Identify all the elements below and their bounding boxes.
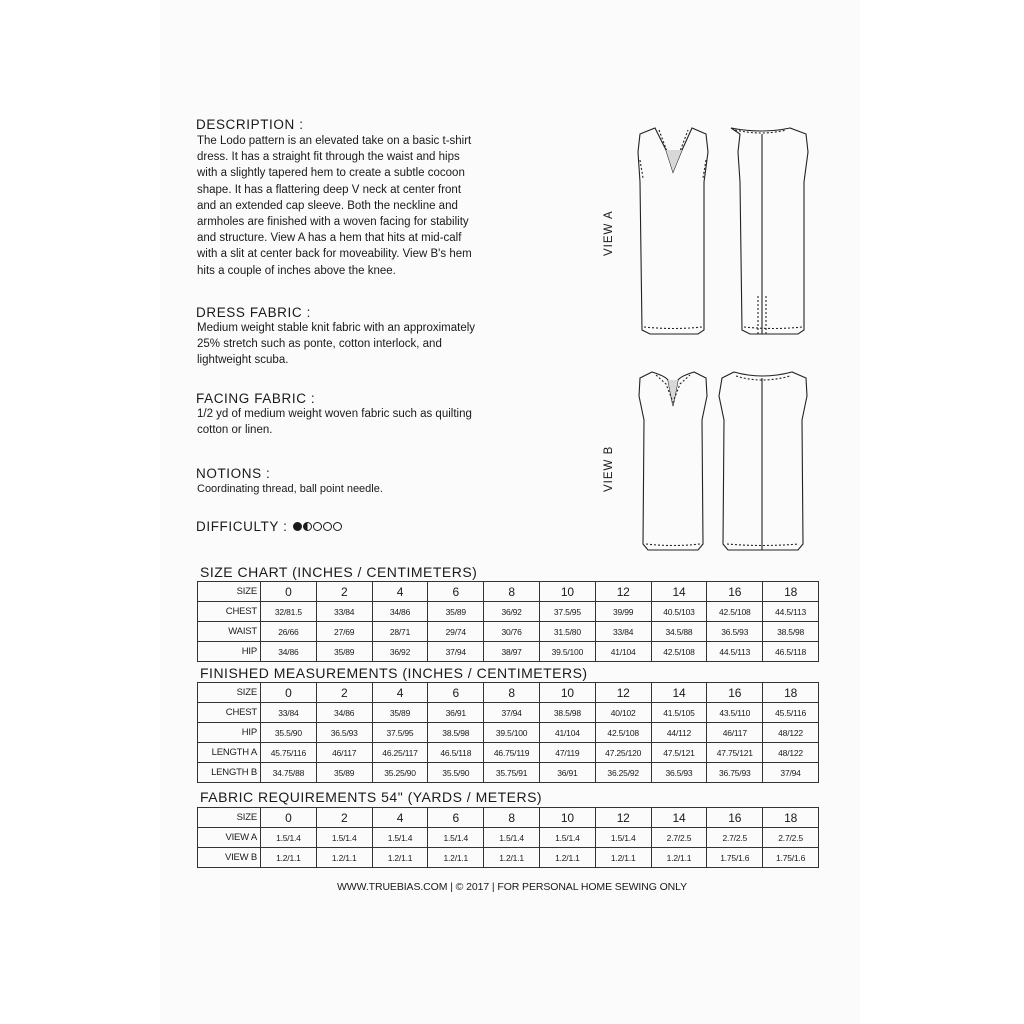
table-cell: 44.5/113 xyxy=(707,642,763,662)
table-cell: 36/92 xyxy=(372,642,428,662)
table-cell: 47.75/121 xyxy=(707,743,763,763)
view-a-front-drawing xyxy=(638,128,708,334)
table-cell: 4 xyxy=(372,582,428,602)
table-cell: 1.5/1.4 xyxy=(539,828,595,848)
table-cell: 8 xyxy=(484,683,540,703)
fabric-requirements-title: FABRIC REQUIREMENTS 54" (YARDS / METERS) xyxy=(200,789,543,805)
table-cell: 14 xyxy=(651,808,707,828)
table-cell: 34.75/88 xyxy=(261,763,317,783)
table-cell: 46.75/119 xyxy=(484,743,540,763)
table-cell: 37/94 xyxy=(763,763,819,783)
footer-site-link[interactable]: WWW.TRUEBIAS.COM xyxy=(336,881,448,893)
table-cell: 47.25/120 xyxy=(595,743,651,763)
table-cell: 1.5/1.4 xyxy=(428,828,484,848)
table-cell: 35/89 xyxy=(316,642,372,662)
table-cell: 0 xyxy=(261,683,317,703)
finished-measurements-table xyxy=(197,682,819,783)
difficulty-dot-icon xyxy=(293,522,302,531)
table-row xyxy=(198,703,819,723)
dress-fabric-line: 25% stretch such as ponte, cotton interlock, and xyxy=(197,338,442,351)
table-cell: 46/117 xyxy=(707,723,763,743)
table-cell: 14 xyxy=(651,582,707,602)
table-cell: 12 xyxy=(595,808,651,828)
table-cell: 28/71 xyxy=(372,622,428,642)
table-cell: 40/102 xyxy=(595,703,651,723)
table-cell: 1.2/1.1 xyxy=(595,848,651,868)
description-line: and an extended cap sleeve. Both the neckline and xyxy=(197,199,458,212)
table-cell: 18 xyxy=(763,808,819,828)
table-cell: 38.5/98 xyxy=(539,703,595,723)
finished-measurements-title: FINISHED MEASUREMENTS (INCHES / CENTIMETERS) xyxy=(200,665,588,681)
row-label-cell: VIEW B xyxy=(198,848,261,868)
difficulty-dot-icon xyxy=(333,522,342,531)
table-cell: 14 xyxy=(651,683,707,703)
table-cell: 1.5/1.4 xyxy=(316,828,372,848)
dress-illustrations xyxy=(610,120,820,560)
table-cell: 35.25/90 xyxy=(372,763,428,783)
table-cell: 44/112 xyxy=(651,723,707,743)
row-label-cell: LENGTH B xyxy=(198,763,261,783)
table-cell: 47/119 xyxy=(539,743,595,763)
table-cell: 8 xyxy=(484,582,540,602)
table-cell: 48/122 xyxy=(763,723,819,743)
table-row xyxy=(198,743,819,763)
table-cell: 45.75/116 xyxy=(261,743,317,763)
table-cell: 34.5/88 xyxy=(651,622,707,642)
view-b-back-drawing xyxy=(719,372,807,550)
table-cell: 35.75/91 xyxy=(484,763,540,783)
description-line: and structure. View A has a hem that hits at mid-calf xyxy=(197,232,462,245)
table-cell: 46.5/118 xyxy=(763,642,819,662)
dress-fabric-heading: DRESS FABRIC : xyxy=(196,305,311,320)
table-row xyxy=(198,723,819,743)
table-header-row xyxy=(198,683,819,703)
fabric-requirements-table xyxy=(197,807,819,868)
table-cell: 35/89 xyxy=(372,703,428,723)
table-cell: 1.75/1.6 xyxy=(763,848,819,868)
table-cell: 1.2/1.1 xyxy=(261,848,317,868)
difficulty-dot-icon xyxy=(313,522,322,531)
view-a-back-drawing xyxy=(731,128,808,334)
row-label-cell: HIP xyxy=(198,642,261,662)
size-chart-table xyxy=(197,581,819,662)
table-cell: 36.75/93 xyxy=(707,763,763,783)
table-cell: 1.5/1.4 xyxy=(372,828,428,848)
table-cell: 39.5/100 xyxy=(539,642,595,662)
table-cell: 35.5/90 xyxy=(428,763,484,783)
difficulty-dot-icon xyxy=(303,522,312,531)
table-cell: 29/74 xyxy=(428,622,484,642)
row-label-cell: SIZE xyxy=(198,683,261,703)
table-row xyxy=(198,763,819,783)
table-cell: 33/84 xyxy=(261,703,317,723)
table-cell: 30/76 xyxy=(484,622,540,642)
table-cell: 48/122 xyxy=(763,743,819,763)
difficulty-label: DIFFICULTY : xyxy=(196,519,288,534)
table-cell: 36.5/93 xyxy=(707,622,763,642)
view-a-label: VIEW A xyxy=(603,210,615,256)
table-row xyxy=(198,622,819,642)
table-cell: 32/81.5 xyxy=(261,602,317,622)
description-heading: DESCRIPTION : xyxy=(196,117,304,132)
table-cell: 36.25/92 xyxy=(595,763,651,783)
facing-fabric-line: 1/2 yd of medium weight woven fabric such as quilting xyxy=(197,408,472,420)
table-cell: 34/86 xyxy=(372,602,428,622)
row-label-cell: WAIST xyxy=(198,622,261,642)
table-cell: 1.5/1.4 xyxy=(595,828,651,848)
view-b-front-drawing xyxy=(639,372,707,550)
table-cell: 16 xyxy=(707,582,763,602)
footer-copyright: © 2017 xyxy=(455,881,490,893)
view-b-label: VIEW B xyxy=(603,445,615,492)
table-cell: 36.5/93 xyxy=(651,763,707,783)
dress-fabric-text xyxy=(197,320,577,369)
table-row xyxy=(198,848,819,868)
table-cell: 45.5/116 xyxy=(763,703,819,723)
table-cell: 33/84 xyxy=(595,622,651,642)
table-cell: 2.7/2.5 xyxy=(763,828,819,848)
table-cell: 10 xyxy=(539,808,595,828)
table-cell: 0 xyxy=(261,582,317,602)
table-cell: 47.5/121 xyxy=(651,743,707,763)
table-row xyxy=(198,602,819,622)
table-cell: 41.5/105 xyxy=(651,703,707,723)
table-cell: 6 xyxy=(428,808,484,828)
table-cell: 38.5/98 xyxy=(428,723,484,743)
table-cell: 37/94 xyxy=(428,642,484,662)
table-cell: 38.5/98 xyxy=(763,622,819,642)
description-line: shape. It has a flattering deep V neck at center front xyxy=(197,183,462,196)
table-cell: 42.5/108 xyxy=(651,642,707,662)
row-label-cell: SIZE xyxy=(198,808,261,828)
table-cell: 2.7/2.5 xyxy=(651,828,707,848)
table-cell: 1.2/1.1 xyxy=(372,848,428,868)
table-cell: 36/91 xyxy=(428,703,484,723)
footer-note: FOR PERSONAL HOME SEWING ONLY xyxy=(497,881,688,893)
table-cell: 33/84 xyxy=(316,602,372,622)
difficulty-rating xyxy=(293,522,342,531)
table-cell: 27/69 xyxy=(316,622,372,642)
table-cell: 40.5/103 xyxy=(651,602,707,622)
table-cell: 34/86 xyxy=(316,703,372,723)
row-label-cell: SIZE xyxy=(198,582,261,602)
difficulty-dot-icon xyxy=(323,522,332,531)
table-cell: 1.2/1.1 xyxy=(484,848,540,868)
table-header-row xyxy=(198,808,819,828)
table-cell: 37.5/95 xyxy=(372,723,428,743)
description-line: The Lodo pattern is an elevated take on a basic t-shirt xyxy=(197,135,472,147)
table-row xyxy=(198,828,819,848)
row-label-cell: HIP xyxy=(198,723,261,743)
table-cell: 46.5/118 xyxy=(428,743,484,763)
table-cell: 4 xyxy=(372,808,428,828)
table-cell: 16 xyxy=(707,808,763,828)
description-line: with a slit at center back for moveability. View B's hem xyxy=(197,248,472,261)
row-label-cell: LENGTH A xyxy=(198,743,261,763)
table-cell: 1.2/1.1 xyxy=(651,848,707,868)
table-cell: 35.5/90 xyxy=(261,723,317,743)
description-line: armholes are finished with a woven facing for stability xyxy=(197,216,469,229)
table-cell: 36/91 xyxy=(539,763,595,783)
table-header-row xyxy=(198,582,819,602)
table-cell: 2 xyxy=(316,683,372,703)
dress-fabric-line: lightweight scuba. xyxy=(197,354,289,367)
table-cell: 18 xyxy=(763,582,819,602)
table-cell: 1.75/1.6 xyxy=(707,848,763,868)
table-cell: 36/92 xyxy=(484,602,540,622)
description-text xyxy=(197,133,577,279)
table-cell: 2.7/2.5 xyxy=(707,828,763,848)
table-cell: 2 xyxy=(316,582,372,602)
table-cell: 42.5/108 xyxy=(595,723,651,743)
facing-fabric-heading: FACING FABRIC : xyxy=(196,391,316,406)
table-cell: 2 xyxy=(316,808,372,828)
row-label-cell: VIEW A xyxy=(198,828,261,848)
description-line: dress. It has a straight fit through the waist and hips xyxy=(197,151,460,164)
table-cell: 6 xyxy=(428,683,484,703)
table-cell: 43.5/110 xyxy=(707,703,763,723)
table-cell: 12 xyxy=(595,582,651,602)
table-cell: 37/94 xyxy=(484,703,540,723)
table-cell: 18 xyxy=(763,683,819,703)
table-cell: 26/66 xyxy=(261,622,317,642)
table-cell: 44.5/113 xyxy=(763,602,819,622)
table-cell: 35/89 xyxy=(316,763,372,783)
difficulty xyxy=(196,519,342,534)
description-line: with a slightly tapered hem to create a subtle cocoon xyxy=(197,167,465,180)
table-cell: 1.2/1.1 xyxy=(428,848,484,868)
row-label-cell: CHEST xyxy=(198,602,261,622)
table-cell: 0 xyxy=(261,808,317,828)
table-cell: 4 xyxy=(372,683,428,703)
table-cell: 46/117 xyxy=(316,743,372,763)
size-chart-title: SIZE CHART (INCHES / CENTIMETERS) xyxy=(200,564,478,580)
table-cell: 39.5/100 xyxy=(484,723,540,743)
table-cell: 35/89 xyxy=(428,602,484,622)
table-cell: 1.5/1.4 xyxy=(484,828,540,848)
table-cell: 1.5/1.4 xyxy=(261,828,317,848)
table-cell: 10 xyxy=(539,683,595,703)
table-cell: 16 xyxy=(707,683,763,703)
table-cell: 8 xyxy=(484,808,540,828)
row-label-cell: CHEST xyxy=(198,703,261,723)
table-cell: 12 xyxy=(595,683,651,703)
table-cell: 31.5/80 xyxy=(539,622,595,642)
table-cell: 41/104 xyxy=(595,642,651,662)
facing-fabric-text xyxy=(197,406,577,438)
table-cell: 41/104 xyxy=(539,723,595,743)
table-cell: 37.5/95 xyxy=(539,602,595,622)
dress-fabric-line: Medium weight stable knit fabric with an approximately xyxy=(197,322,476,334)
notions-heading: NOTIONS : xyxy=(196,466,271,481)
table-cell: 39/99 xyxy=(595,602,651,622)
notions-text: Coordinating thread, ball point needle. xyxy=(197,483,383,495)
table-row xyxy=(198,642,819,662)
table-cell: 1.2/1.1 xyxy=(539,848,595,868)
table-cell: 36.5/93 xyxy=(316,723,372,743)
table-cell: 10 xyxy=(539,582,595,602)
table-cell: 6 xyxy=(428,582,484,602)
footer: WWW.TRUEBIAS.COM | © 2017 | FOR PERSONAL HOME SEWING ONLY xyxy=(336,881,688,893)
table-cell: 42.5/108 xyxy=(707,602,763,622)
facing-fabric-line: cotton or linen. xyxy=(197,424,273,437)
table-cell: 38/97 xyxy=(484,642,540,662)
description-line: hits a couple of inches above the knee. xyxy=(197,264,396,277)
table-cell: 34/86 xyxy=(261,642,317,662)
table-cell: 46.25/117 xyxy=(372,743,428,763)
table-cell: 1.2/1.1 xyxy=(316,848,372,868)
